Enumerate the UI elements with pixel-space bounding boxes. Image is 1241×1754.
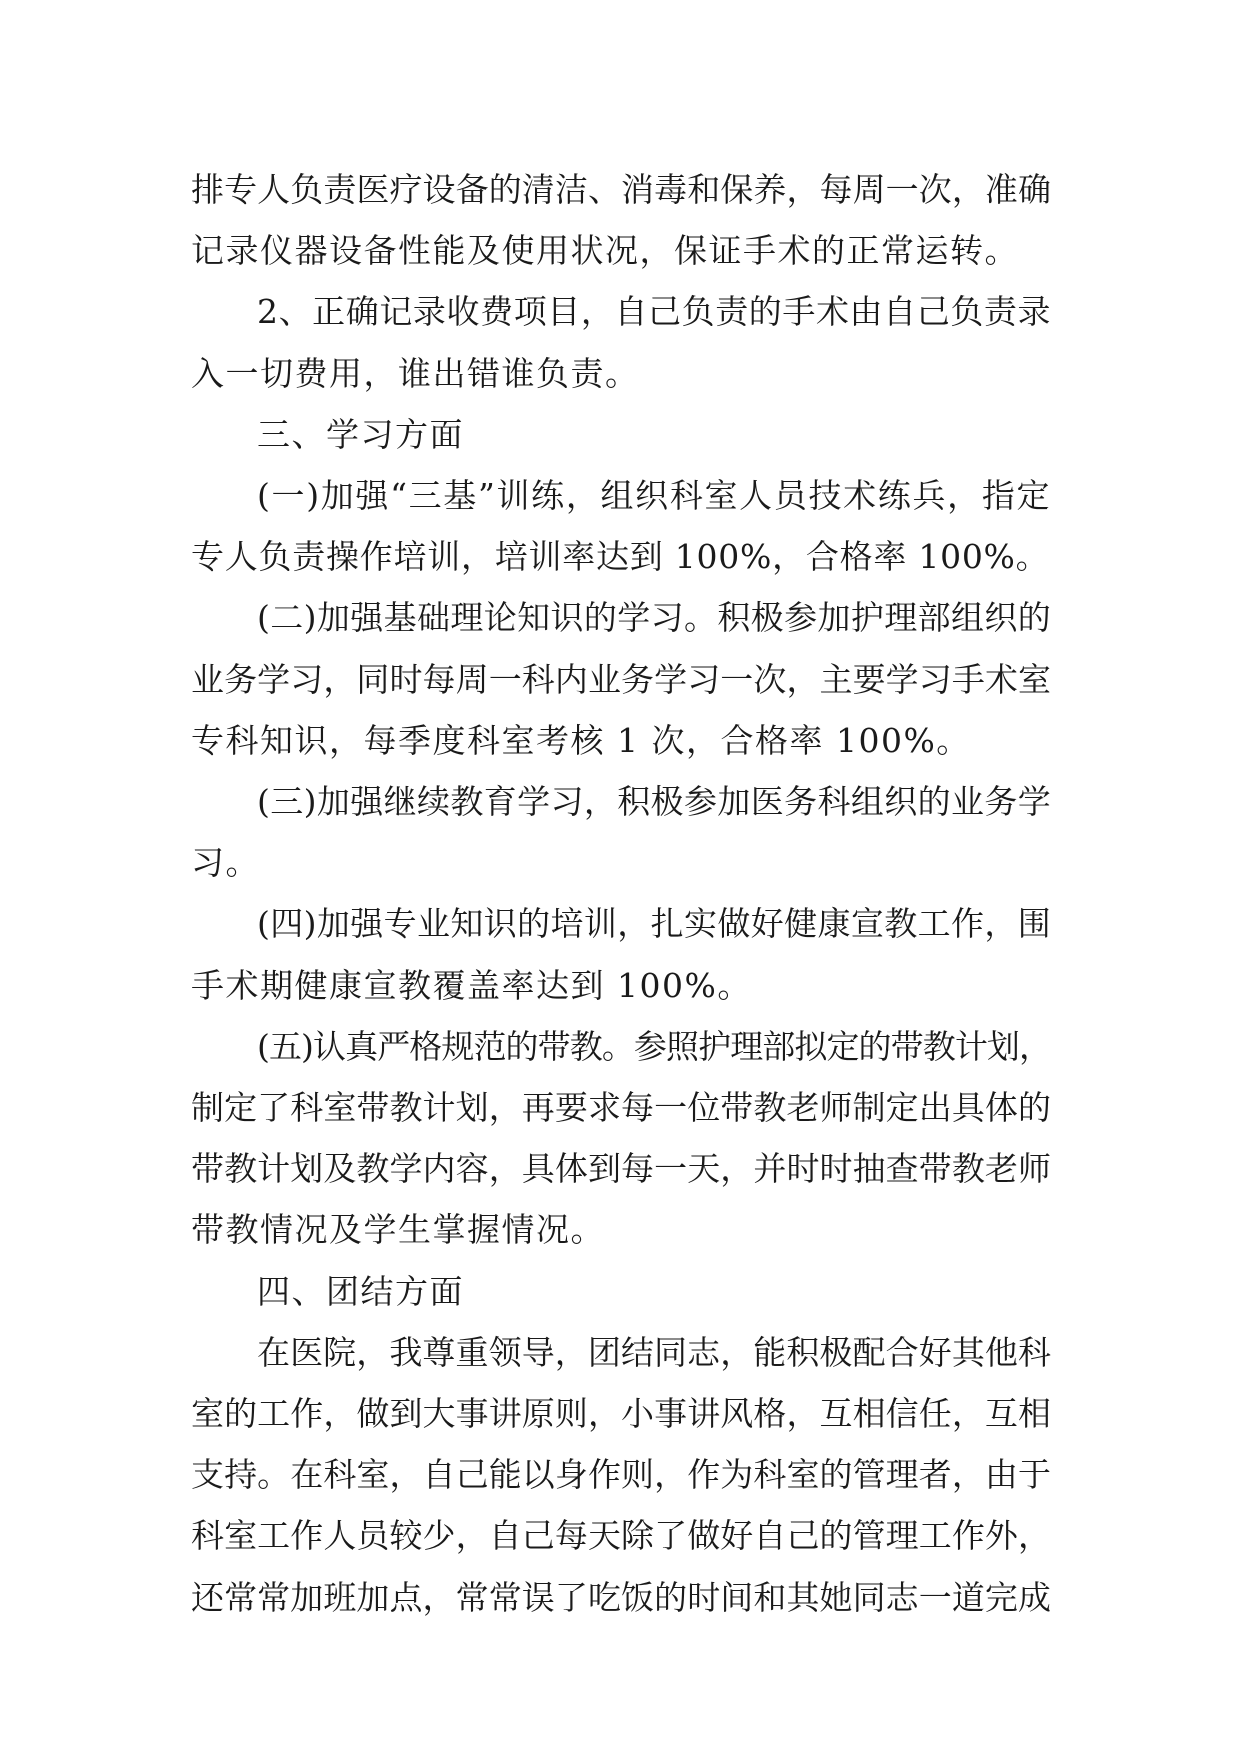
text-line: 在医院，我尊重领导，团结同志，能积极配合好其他科 bbox=[257, 1332, 1051, 1372]
text-line: 入一切费用，谁出错谁负责。 bbox=[191, 353, 640, 393]
document-body bbox=[191, 159, 1051, 1628]
text-line: (一)加强“三基”训练，组织科室人员技术练兵，指定 bbox=[257, 476, 1051, 516]
text-line: (三)加强继续教育学习，积极参加医务科组织的业务学 bbox=[257, 782, 1051, 822]
text-line: 支持。在科室，自己能以身作则，作为科室的管理者，由于 bbox=[191, 1455, 1051, 1495]
text-line: 专科知识，每季度科室考核 1 次，合格率 100%。 bbox=[191, 720, 971, 760]
text-line: 带教计划及教学内容，具体到每一天，并时时抽查带教老师 bbox=[191, 1149, 1051, 1189]
text-line: 带教情况及学生掌握情况。 bbox=[191, 1210, 605, 1250]
text-line: 手术期健康宣教覆盖率达到 100%。 bbox=[191, 965, 752, 1005]
text-line: 室的工作，做到大事讲原则，小事讲风格，互相信任，互相 bbox=[191, 1394, 1051, 1434]
text-line: 科室工作人员较少，自己每天除了做好自己的管理工作外， bbox=[191, 1516, 1051, 1556]
text-line: 习。 bbox=[191, 843, 260, 883]
section-heading: 三、学习方面 bbox=[257, 414, 464, 454]
section-heading: 四、团结方面 bbox=[257, 1271, 464, 1311]
text-line: 记录仪器设备性能及使用状况，保证手术的正常运转。 bbox=[191, 231, 1019, 271]
text-line: (四)加强专业知识的培训，扎实做好健康宣教工作，围 bbox=[257, 904, 1051, 944]
text-line: 2、正确记录收费项目，自己负责的手术由自己负责录 bbox=[257, 292, 1051, 332]
text-line: 制定了科室带教计划，再要求每一位带教老师制定出具体的 bbox=[191, 1088, 1051, 1128]
text-line: 业务学习，同时每周一科内业务学习一次，主要学习手术室 bbox=[191, 659, 1051, 699]
text-line: 排专人负责医疗设备的清洁、消毒和保养，每周一次，准确 bbox=[191, 170, 1051, 209]
text-line: (二)加强基础理论知识的学习。积极参加护理部组织的 bbox=[257, 598, 1051, 638]
text-line: 还常常加班加点，常常误了吃饭的时间和其她同志一道完成 bbox=[191, 1577, 1051, 1617]
text-line: 专人负责操作培训，培训率达到 100%，合格率 100%。 bbox=[191, 537, 1050, 577]
text-line: (五)认真严格规范的带教。参照护理部拟定的带教计划， bbox=[257, 1026, 1051, 1066]
